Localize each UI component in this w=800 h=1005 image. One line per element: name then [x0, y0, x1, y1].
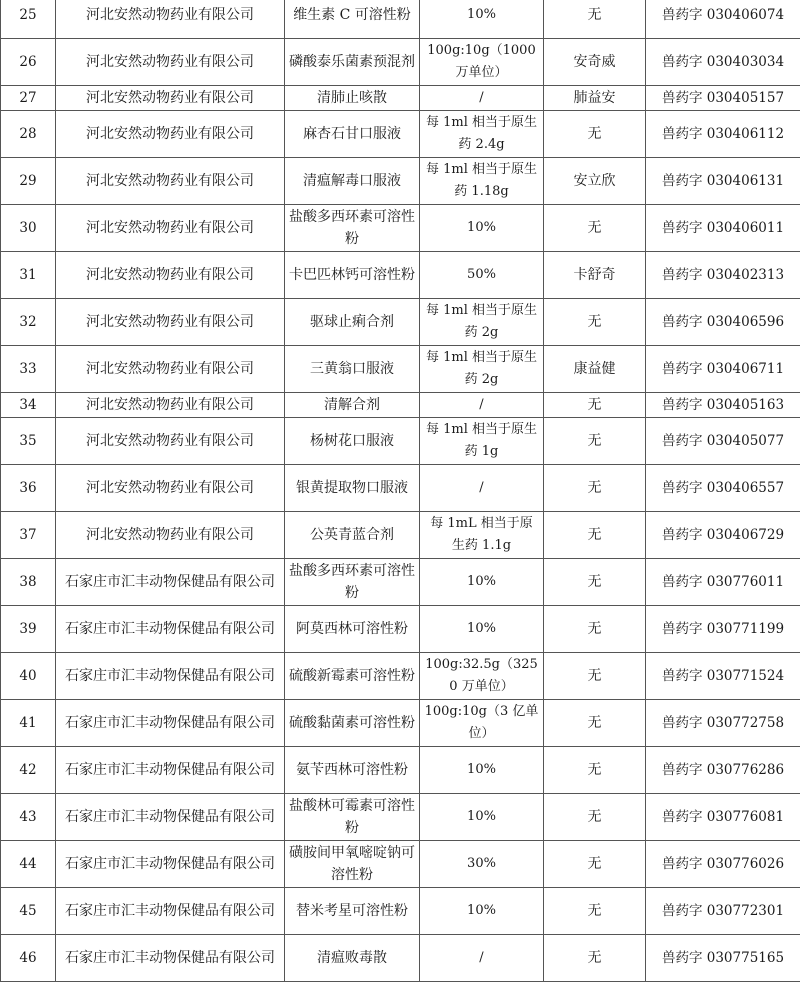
row-number-cell: 44 — [1, 841, 56, 888]
product-name-cell: 卡巴匹林钙可溶性粉 — [285, 252, 420, 299]
company-name-cell: 河北安然动物药业有限公司 — [56, 393, 285, 418]
row-number-cell: 38 — [1, 559, 56, 606]
specification-cell: 30% — [420, 841, 544, 888]
row-number-cell: 42 — [1, 747, 56, 794]
company-name-cell: 石家庄市汇丰动物保健品有限公司 — [56, 700, 285, 747]
table-row — [1, 393, 800, 418]
specification-cell: 10% — [420, 559, 544, 606]
company-name-cell: 河北安然动物药业有限公司 — [56, 0, 285, 39]
specification-cell: 每 1ml 相当于原生药 2g — [420, 299, 544, 346]
trade-name-cell: 安立欣 — [544, 158, 646, 205]
table-row — [1, 252, 800, 299]
table-row — [1, 559, 800, 606]
specification-cell: 每 1mL 相当于原生药 1.1g — [420, 512, 544, 559]
specification-cell: / — [420, 393, 544, 418]
specification-cell: 10% — [420, 888, 544, 935]
product-name-cell: 清解合剂 — [285, 393, 420, 418]
trade-name-cell: 无 — [544, 841, 646, 888]
trade-name-cell: 安奇威 — [544, 39, 646, 86]
specification-cell: 10% — [420, 0, 544, 39]
company-name-cell: 石家庄市汇丰动物保健品有限公司 — [56, 606, 285, 653]
approval-number-cell: 兽药字 030406729 — [646, 512, 800, 559]
trade-name-cell: 无 — [544, 888, 646, 935]
company-name-cell: 河北安然动物药业有限公司 — [56, 205, 285, 252]
row-number-cell: 45 — [1, 888, 56, 935]
specification-cell: 每 1ml 相当于原生药 2.4g — [420, 111, 544, 158]
company-name-cell: 河北安然动物药业有限公司 — [56, 252, 285, 299]
company-name-cell: 河北安然动物药业有限公司 — [56, 299, 285, 346]
product-name-cell: 磺胺间甲氧嘧啶钠可溶性粉 — [285, 841, 420, 888]
product-name-cell: 氨苄西林可溶性粉 — [285, 747, 420, 794]
approval-number-cell: 兽药字 030402313 — [646, 252, 800, 299]
specification-cell: 10% — [420, 794, 544, 841]
row-number-cell: 30 — [1, 205, 56, 252]
row-number-cell: 46 — [1, 935, 56, 982]
table-row — [1, 346, 800, 393]
row-number-cell: 34 — [1, 393, 56, 418]
row-number-cell: 39 — [1, 606, 56, 653]
company-name-cell: 石家庄市汇丰动物保健品有限公司 — [56, 841, 285, 888]
company-name-cell: 石家庄市汇丰动物保健品有限公司 — [56, 653, 285, 700]
company-name-cell: 石家庄市汇丰动物保健品有限公司 — [56, 747, 285, 794]
approval-number-cell: 兽药字 030405163 — [646, 393, 800, 418]
trade-name-cell: 无 — [544, 935, 646, 982]
approval-number-cell: 兽药字 030776081 — [646, 794, 800, 841]
table-row — [1, 465, 800, 512]
trade-name-cell: 无 — [544, 700, 646, 747]
product-name-cell: 清瘟解毒口服液 — [285, 158, 420, 205]
specification-cell: 10% — [420, 747, 544, 794]
trade-name-cell: 无 — [544, 0, 646, 39]
trade-name-cell: 卡舒奇 — [544, 252, 646, 299]
specification-cell: 100g:10g（1000 万单位） — [420, 39, 544, 86]
product-name-cell: 硫酸黏菌素可溶性粉 — [285, 700, 420, 747]
table-row — [1, 205, 800, 252]
row-number-cell: 32 — [1, 299, 56, 346]
product-name-cell: 维生素 C 可溶性粉 — [285, 0, 420, 39]
approval-number-cell: 兽药字 030771524 — [646, 653, 800, 700]
table-row — [1, 700, 800, 747]
table-row — [1, 111, 800, 158]
table-row — [1, 794, 800, 841]
specification-cell: 100g:10g（3 亿单位） — [420, 700, 544, 747]
row-number-cell: 28 — [1, 111, 56, 158]
approval-number-cell: 兽药字 030775165 — [646, 935, 800, 982]
approval-number-cell: 兽药字 030406011 — [646, 205, 800, 252]
trade-name-cell: 无 — [544, 111, 646, 158]
row-number-cell: 29 — [1, 158, 56, 205]
table-row — [1, 606, 800, 653]
table-row — [1, 0, 800, 39]
specification-cell: / — [420, 935, 544, 982]
product-name-cell: 清瘟败毒散 — [285, 935, 420, 982]
row-number-cell: 31 — [1, 252, 56, 299]
table-row — [1, 418, 800, 465]
company-name-cell: 石家庄市汇丰动物保健品有限公司 — [56, 559, 285, 606]
product-name-cell: 硫酸新霉素可溶性粉 — [285, 653, 420, 700]
product-name-cell: 磷酸泰乐菌素预混剂 — [285, 39, 420, 86]
table-row — [1, 39, 800, 86]
approval-number-cell: 兽药字 030776286 — [646, 747, 800, 794]
table-row — [1, 935, 800, 982]
row-number-cell: 40 — [1, 653, 56, 700]
table-body — [1, 0, 800, 982]
table-row — [1, 841, 800, 888]
row-number-cell: 26 — [1, 39, 56, 86]
specification-cell: 每 1ml 相当于原生药 2g — [420, 346, 544, 393]
company-name-cell: 河北安然动物药业有限公司 — [56, 158, 285, 205]
table-row — [1, 158, 800, 205]
product-name-cell: 清肺止咳散 — [285, 86, 420, 111]
specification-cell: / — [420, 465, 544, 512]
company-name-cell: 河北安然动物药业有限公司 — [56, 39, 285, 86]
trade-name-cell: 康益健 — [544, 346, 646, 393]
specification-cell: / — [420, 86, 544, 111]
row-number-cell: 25 — [1, 0, 56, 39]
product-name-cell: 阿莫西林可溶性粉 — [285, 606, 420, 653]
trade-name-cell: 无 — [544, 299, 646, 346]
company-name-cell: 石家庄市汇丰动物保健品有限公司 — [56, 935, 285, 982]
trade-name-cell: 肺益安 — [544, 86, 646, 111]
row-number-cell: 43 — [1, 794, 56, 841]
approval-number-cell: 兽药字 030406074 — [646, 0, 800, 39]
trade-name-cell: 无 — [544, 465, 646, 512]
approval-number-cell: 兽药字 030406557 — [646, 465, 800, 512]
specification-cell: 10% — [420, 205, 544, 252]
approval-number-cell: 兽药字 030406596 — [646, 299, 800, 346]
specification-cell: 每 1ml 相当于原生药 1.18g — [420, 158, 544, 205]
product-name-cell: 替米考星可溶性粉 — [285, 888, 420, 935]
approval-number-cell: 兽药字 030405157 — [646, 86, 800, 111]
company-name-cell: 河北安然动物药业有限公司 — [56, 111, 285, 158]
product-name-cell: 银黄提取物口服液 — [285, 465, 420, 512]
row-number-cell: 27 — [1, 86, 56, 111]
company-name-cell: 石家庄市汇丰动物保健品有限公司 — [56, 794, 285, 841]
table-row — [1, 888, 800, 935]
product-name-cell: 盐酸多西环素可溶性粉 — [285, 205, 420, 252]
approval-number-cell: 兽药字 030403034 — [646, 39, 800, 86]
approval-number-cell: 兽药字 030406131 — [646, 158, 800, 205]
company-name-cell: 河北安然动物药业有限公司 — [56, 346, 285, 393]
company-name-cell: 石家庄市汇丰动物保健品有限公司 — [56, 888, 285, 935]
trade-name-cell: 无 — [544, 418, 646, 465]
product-name-cell: 盐酸林可霉素可溶性粉 — [285, 794, 420, 841]
trade-name-cell: 无 — [544, 559, 646, 606]
trade-name-cell: 无 — [544, 393, 646, 418]
approval-number-cell: 兽药字 030772301 — [646, 888, 800, 935]
trade-name-cell: 无 — [544, 794, 646, 841]
approval-number-cell: 兽药字 030776011 — [646, 559, 800, 606]
specification-cell: 每 1ml 相当于原生药 1g — [420, 418, 544, 465]
trade-name-cell: 无 — [544, 606, 646, 653]
company-name-cell: 河北安然动物药业有限公司 — [56, 465, 285, 512]
approval-number-cell: 兽药字 030406711 — [646, 346, 800, 393]
approval-number-cell: 兽药字 030772758 — [646, 700, 800, 747]
table-row — [1, 86, 800, 111]
product-name-cell: 三黄翁口服液 — [285, 346, 420, 393]
product-name-cell: 麻杏石甘口服液 — [285, 111, 420, 158]
specification-cell: 50% — [420, 252, 544, 299]
approval-number-cell: 兽药字 030771199 — [646, 606, 800, 653]
table-row — [1, 653, 800, 700]
row-number-cell: 36 — [1, 465, 56, 512]
trade-name-cell: 无 — [544, 205, 646, 252]
table-row — [1, 512, 800, 559]
trade-name-cell: 无 — [544, 747, 646, 794]
row-number-cell: 41 — [1, 700, 56, 747]
approval-number-cell: 兽药字 030776026 — [646, 841, 800, 888]
row-number-cell: 37 — [1, 512, 56, 559]
trade-name-cell: 无 — [544, 512, 646, 559]
row-number-cell: 33 — [1, 346, 56, 393]
table-row — [1, 299, 800, 346]
specification-cell: 100g:32.5g（3250 万单位） — [420, 653, 544, 700]
company-name-cell: 河北安然动物药业有限公司 — [56, 512, 285, 559]
table-row — [1, 747, 800, 794]
trade-name-cell: 无 — [544, 653, 646, 700]
row-number-cell: 35 — [1, 418, 56, 465]
product-name-cell: 盐酸多西环素可溶性粉 — [285, 559, 420, 606]
specification-cell: 10% — [420, 606, 544, 653]
product-name-cell: 杨树花口服液 — [285, 418, 420, 465]
company-name-cell: 河北安然动物药业有限公司 — [56, 86, 285, 111]
approval-number-cell: 兽药字 030405077 — [646, 418, 800, 465]
approval-number-cell: 兽药字 030406112 — [646, 111, 800, 158]
product-name-cell: 公英青蓝合剂 — [285, 512, 420, 559]
company-name-cell: 河北安然动物药业有限公司 — [56, 418, 285, 465]
product-name-cell: 驱球止痢合剂 — [285, 299, 420, 346]
